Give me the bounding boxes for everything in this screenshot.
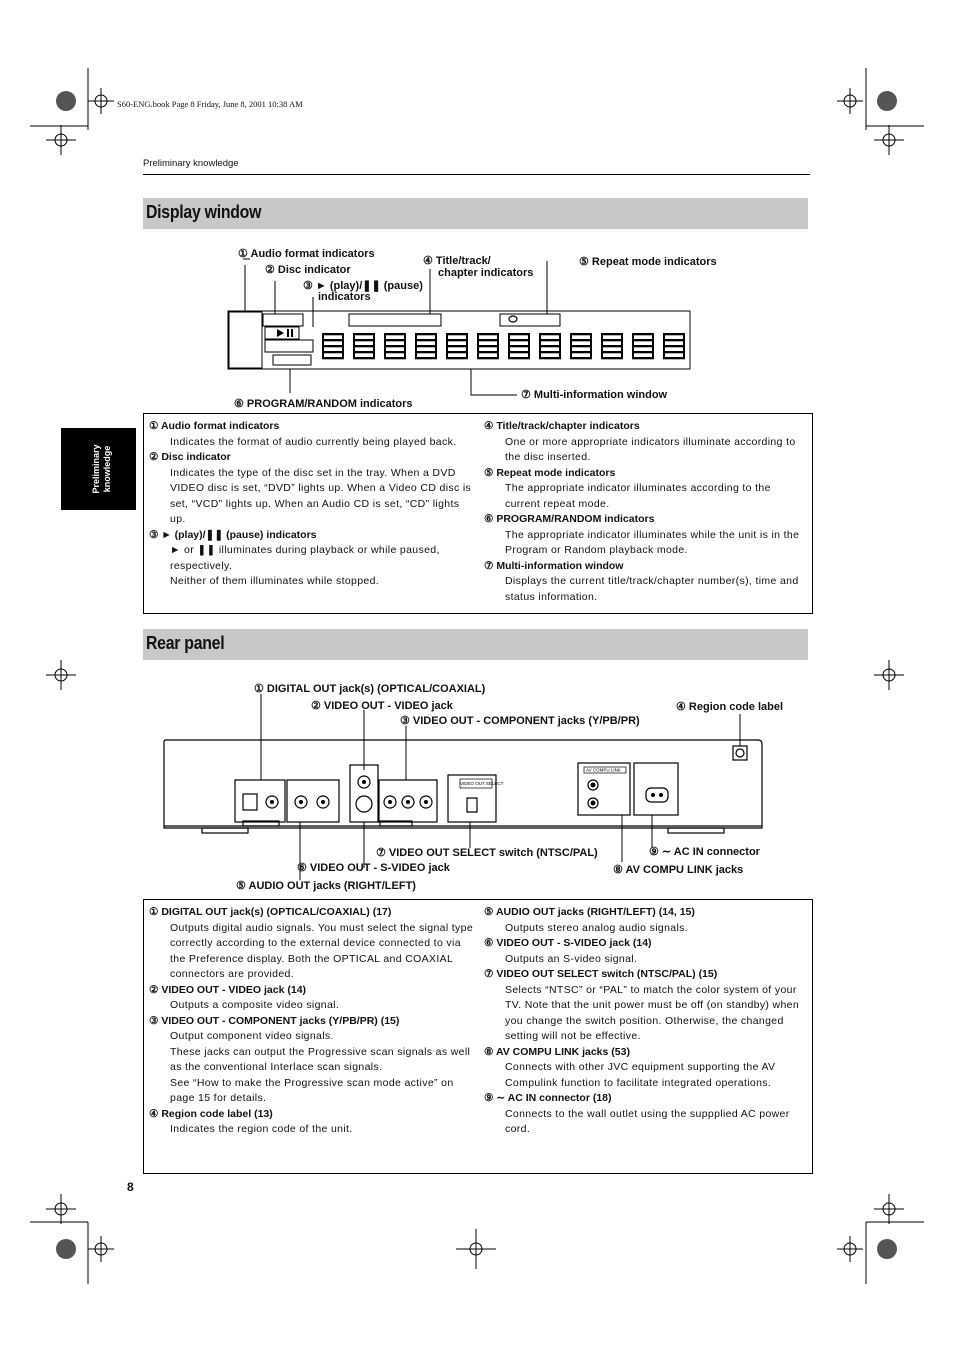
rp-item-4 <box>149 1107 476 1138</box>
segment-row <box>446 357 468 359</box>
segment-row <box>508 357 530 359</box>
rear-panel-title: Rear panel <box>146 633 225 653</box>
segment-row <box>663 357 685 359</box>
crop-mark-top-left <box>30 68 114 155</box>
callout-disc-indicator: ② Disc indicator <box>265 264 351 276</box>
callout-digital-out: ① DIGITAL OUT jack(s) (OPTICAL/COAXIAL) <box>254 683 486 695</box>
segment-edge <box>632 333 634 359</box>
callout-component: ③ VIDEO OUT - COMPONENT jacks (Y/PB/PR) <box>400 715 640 727</box>
dw-item-6-head: ⑥ PROGRAM/RANDOM indicators <box>484 513 655 525</box>
segment-edge <box>559 333 561 359</box>
rp-item-1 <box>149 905 476 983</box>
rp-item-4-text: Indicates the region code of the unit. <box>170 1123 353 1135</box>
segment-row <box>477 357 499 359</box>
display-window-descriptions <box>143 413 813 614</box>
segment-row <box>663 345 685 347</box>
audio-format-area <box>229 312 262 368</box>
rear-panel-heading <box>143 629 808 660</box>
callout-play-pause: ③ ► (play)/❚❚ (pause) <box>303 280 423 292</box>
segment-row <box>384 357 406 359</box>
s-video-jack-icon <box>356 796 372 812</box>
segment-row <box>477 339 499 341</box>
rp-item-7-head: ⑦ VIDEO OUT SELECT switch (NTSC/PAL) (15) <box>484 968 718 980</box>
rear-panel-descriptions <box>143 899 813 1174</box>
rp-item-5 <box>484 905 806 936</box>
segment-row <box>570 357 592 359</box>
crop-mark-right-mid <box>874 660 904 690</box>
segment-row <box>415 357 437 359</box>
rp-item-3-text-2: These jacks can output the Progressive scan signals as well as the conventional Interlace scan signals. <box>170 1045 471 1073</box>
rp-item-5-text: Outputs stereo analog audio signals. <box>505 921 689 934</box>
segment-row <box>663 333 685 335</box>
segment-edge <box>477 333 479 359</box>
segment-row <box>322 333 344 335</box>
segment-row <box>415 351 437 353</box>
segment-row <box>570 351 592 353</box>
segment-row <box>570 333 592 335</box>
rp-item-8-head: ⑧ AV COMPU LINK jacks (53) <box>484 1045 630 1058</box>
segment-edge <box>570 333 572 359</box>
dw-item-3 <box>149 528 474 590</box>
segment-row <box>477 333 499 335</box>
crop-mark-bottom-left <box>30 1194 114 1284</box>
dw-item-3-text-2: Neither of them illuminates while stopped. <box>170 575 380 587</box>
display-window-heading <box>143 198 808 229</box>
callout-ac-in: ⑨ ∼ AC IN connector <box>649 846 760 858</box>
play-pause-icon <box>277 329 293 337</box>
segment-edge <box>590 333 592 359</box>
segment-row <box>663 339 685 341</box>
dw-item-7-head: ⑦ Multi-information window <box>484 559 624 572</box>
rp-item-7-text: Selects “NTSC” or “PAL” to match the color system of your TV. Note that the unit power must be off (on standby) when you change the switch position. Otherwise, the changed setting will not be effective. <box>505 983 800 1042</box>
segment-row <box>508 339 530 341</box>
rp-item-3-text-1: Output component video signals. <box>170 1030 334 1042</box>
segment-row <box>632 357 654 359</box>
segment-row <box>632 345 654 347</box>
callout-program-random: ⑥ PROGRAM/RANDOM indicators <box>234 398 413 410</box>
segment-row <box>601 333 623 335</box>
rp-item-6-head: ⑥ VIDEO OUT - S-VIDEO jack (14) <box>484 937 652 949</box>
segment-row <box>446 351 468 353</box>
side-tab <box>61 428 136 510</box>
multi-info-segments <box>322 333 685 359</box>
av-compu-link-panel-label: AV COMPU LINK <box>586 767 621 773</box>
rp-item-6 <box>484 936 806 967</box>
crop-mark-bottom-right <box>837 1194 924 1284</box>
segment-row <box>322 345 344 347</box>
segment-row <box>384 351 406 353</box>
dw-item-6 <box>484 512 806 559</box>
segment-row <box>446 339 468 341</box>
callout-av-compu-link: ⑧ AV COMPU LINK jacks <box>613 864 744 876</box>
segment-row <box>415 339 437 341</box>
segment-edge <box>466 333 468 359</box>
dw-item-1-head: ① Audio format indicators <box>149 420 280 432</box>
segment-row <box>477 351 499 353</box>
segment-row <box>322 357 344 359</box>
segment-edge <box>508 333 510 359</box>
rp-item-3-head: ③ VIDEO OUT - COMPONENT jacks (Y/PB/PR) (15) <box>149 1014 400 1027</box>
callout-audio-format: ① Audio format indicators <box>238 248 375 260</box>
segment-row <box>539 339 561 341</box>
segment-row <box>632 351 654 353</box>
segment-edge <box>528 333 530 359</box>
segment-edge <box>446 333 448 359</box>
page-number: 8 <box>127 1180 134 1194</box>
segment-row <box>353 357 375 359</box>
segment-row <box>353 333 375 335</box>
callout-region-code: ④ Region code label <box>676 701 784 713</box>
segment-row <box>415 333 437 335</box>
region-code-icon <box>736 749 744 757</box>
dw-item-2-head: ② Disc indicator <box>149 451 231 463</box>
callout-video-out: ② VIDEO OUT - VIDEO jack <box>311 700 453 712</box>
segment-row <box>601 357 623 359</box>
crop-mark-bottom-center <box>456 1229 496 1269</box>
program-random-box <box>265 340 313 352</box>
dw-item-5-text: The appropriate indicator illuminates according to the current repeat mode. <box>505 482 771 510</box>
title-chapter-box <box>349 314 441 326</box>
file-info: S60-ENG.book Page 8 Friday, June 8, 2001 10:38 AM <box>117 99 303 109</box>
ac-inlet-icon <box>646 788 668 802</box>
rp-item-9-text: Connects to the wall outlet using the suppplied AC power cord. <box>505 1107 790 1135</box>
rp-item-8 <box>484 1045 806 1092</box>
segment-row <box>508 333 530 335</box>
segment-row <box>601 351 623 353</box>
segment-row <box>601 345 623 347</box>
repeat-icon <box>509 316 517 322</box>
rp-item-2-head: ② VIDEO OUT - VIDEO jack (14) <box>149 983 307 996</box>
segment-row <box>353 339 375 341</box>
rp-item-5-head: ⑤ AUDIO OUT jacks (RIGHT/LEFT) (14, 15) <box>484 906 695 918</box>
optical-jack-icon <box>243 794 257 810</box>
segment-row <box>570 339 592 341</box>
segment-row <box>508 351 530 353</box>
dw-item-4 <box>484 419 806 466</box>
segment-edge <box>497 333 499 359</box>
callout-s-video: ⑥ VIDEO OUT - S-VIDEO jack <box>297 862 450 874</box>
segment-row <box>632 333 654 335</box>
dw-right-col <box>484 419 806 605</box>
dw-item-2 <box>149 450 474 528</box>
segment-row <box>539 345 561 347</box>
callout-title-track: ④ Title/track/ <box>423 255 491 267</box>
rp-item-8-text: Connects with other JVC equipment supporting the AV Compulink function to facilitate integrated operations. <box>505 1061 776 1089</box>
rp-item-9-head: ⑨ ∼ AC IN connector (18) <box>484 1092 612 1104</box>
segment-edge <box>601 333 603 359</box>
dw-item-3-head: ③ ► (play)/❚❚ (pause) indicators <box>149 528 317 541</box>
dw-item-1-text: Indicates the format of audio currently being played back. <box>170 435 457 448</box>
disc-indicator-box <box>263 314 303 326</box>
callout-audio-out: ⑤ AUDIO OUT jacks (RIGHT/LEFT) <box>236 880 416 892</box>
segment-edge <box>373 333 375 359</box>
rp-item-4-head: ④ Region code label (13) <box>149 1107 273 1120</box>
segment-edge <box>384 333 386 359</box>
segment-edge <box>539 333 541 359</box>
rp-item-3 <box>149 1014 476 1107</box>
video-out-select-panel-label: VIDEO OUT SELECT <box>460 781 504 786</box>
dw-item-1 <box>149 419 474 450</box>
segment-row <box>446 345 468 347</box>
segment-row <box>384 333 406 335</box>
callout-video-out-select: ⑦ VIDEO OUT SELECT switch (NTSC/PAL) <box>376 847 598 859</box>
rp-left-col <box>149 905 476 1138</box>
segment-edge <box>621 333 623 359</box>
rp-item-2 <box>149 983 476 1014</box>
header-rule <box>143 174 810 175</box>
segment-edge <box>435 333 437 359</box>
rp-item-2-text: Outputs a composite video signal. <box>170 999 340 1011</box>
segment-row <box>322 339 344 341</box>
rp-item-1-text: Outputs digital audio signals. You must select the signal type correctly according to the external device connected to via the Preference display. Both the OPTICAL and COAXIAL connectors are provided. <box>170 921 474 980</box>
running-head: Preliminary knowledge <box>143 158 239 169</box>
dw-item-4-text: One or more appropriate indicators illuminate according to the disc inserted. <box>505 435 796 463</box>
segment-row <box>477 345 499 347</box>
ntsc-pal-switch-icon <box>467 798 477 812</box>
segment-row <box>384 339 406 341</box>
segment-row <box>508 345 530 347</box>
segment-row <box>322 351 344 353</box>
dw-item-2-text: Indicates the type of the disc set in the tray. When a DVD VIDEO disc is set, “DVD” lights up. When a Video CD disc is set, “VCD” lights up. When an Audio CD is set, “CD” lights up. <box>170 466 472 525</box>
segment-row <box>539 333 561 335</box>
segment-edge <box>322 333 324 359</box>
segment-row <box>632 339 654 341</box>
segment-edge <box>353 333 355 359</box>
segment-row <box>415 345 437 347</box>
crop-mark-left-mid <box>46 660 76 690</box>
dw-item-5-head: ⑤ Repeat mode indicators <box>484 466 616 479</box>
video-out-block <box>350 765 378 822</box>
rp-item-6-text: Outputs an S-video signal. <box>505 952 638 965</box>
display-window-title: Display window <box>146 202 262 222</box>
rp-item-1-head: ① DIGITAL OUT jack(s) (OPTICAL/COAXIAL) (17) <box>149 906 392 918</box>
callout-play-pause-2: indicators <box>318 291 371 303</box>
segment-edge <box>652 333 654 359</box>
segment-row <box>384 345 406 347</box>
segment-edge <box>415 333 417 359</box>
segment-edge <box>663 333 665 359</box>
segment-row <box>353 345 375 347</box>
dw-item-4-head: ④ Title/track/chapter indicators <box>484 420 640 432</box>
segment-row <box>570 345 592 347</box>
dw-item-3-text-1: ► or ❚❚ illuminates during playback or while paused, respectively. <box>170 544 440 572</box>
dw-item-5 <box>484 466 806 513</box>
rp-item-7 <box>484 967 806 1045</box>
side-tab-label: Preliminary knowledge <box>91 444 112 494</box>
segment-row <box>353 351 375 353</box>
callout-repeat-mode: ⑤ Repeat mode indicators <box>579 256 717 268</box>
segment-row <box>663 351 685 353</box>
segment-row <box>601 339 623 341</box>
crop-mark-top-right <box>837 68 924 155</box>
segment-edge <box>683 333 685 359</box>
rp-item-3-text-3: See “How to make the Progressive scan mode active” on page 15 for details. <box>170 1076 454 1104</box>
dw-item-7 <box>484 559 806 606</box>
dw-item-6-text: The appropriate indicator illuminates while the unit is in the Program or Random playback mode. <box>505 528 800 556</box>
segment-row <box>539 357 561 359</box>
segment-edge <box>404 333 406 359</box>
segment-row <box>446 333 468 335</box>
rp-item-9 <box>484 1091 806 1138</box>
callout-title-track-2: chapter indicators <box>438 267 534 279</box>
dw-left-col <box>149 419 474 590</box>
callout-multi-info: ⑦ Multi-information window <box>521 389 668 401</box>
dw-item-7-text: Displays the current title/track/chapter number(s), time and status information. <box>505 575 799 603</box>
rp-right-col <box>484 905 806 1138</box>
segment-edge <box>342 333 344 359</box>
segment-row <box>539 351 561 353</box>
